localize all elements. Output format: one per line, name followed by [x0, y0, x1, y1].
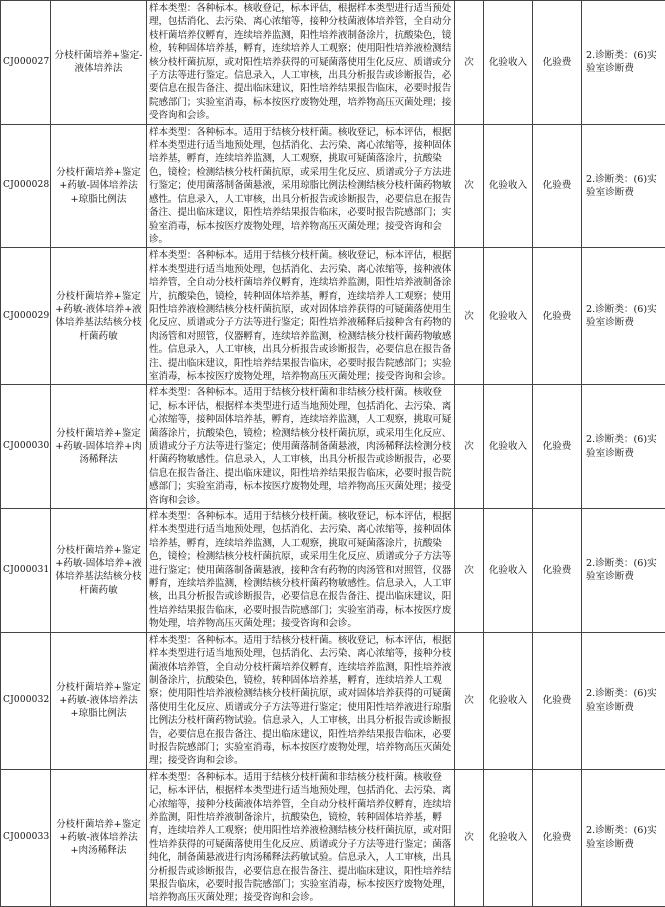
- income-category: 化验收入: [484, 769, 533, 906]
- income-category: 化验收入: [484, 385, 533, 509]
- item-code: CJ000028: [1, 124, 51, 248]
- item-code: CJ000032: [1, 632, 51, 769]
- fee-item: 化验费: [533, 248, 582, 385]
- item-description: 样本类型：各种标本。适用于结核分枝杆菌。核收登记，标本评估，根据样本类型进行适当地预处理，包括消化、去污染、离心浓缩等，接种固体培养基，孵育，连续培养监测，人工观察，挑取可疑菌落涂片，抗酸染色，镜检；检测结核分枝杆菌抗原，或采用生化反应、质谱或分子方法进行鉴定；使用菌落制备菌悬液，采用琼脂比例法检测结核分枝杆菌药物敏感性。信息录入，人工审核，出具分析报告或诊断报告，必要信息在报告备注、提出临床建议，阳性培养结果报告临床，必要时报告院感部门；实验室消毒，标本按医疗废物处理，培养物高压灭菌处理；接受咨询和会诊。: [147, 124, 455, 248]
- table-row: [1, 632, 665, 769]
- item-description: 样本类型：各种标本。适用于结核分枝杆菌。核收登记，标本评估，根据样本类型进行适当地预处理，包括消化、去污染、离心浓缩等，接种分枝菌液体培养管，全自动分枝杆菌培养仪孵育，连续培养监测，阳性培养液制备涂片，抗酸染色，镜检，转种固体培养基，孵育，连续培养人工观察；使用阳性培养液检测结核分枝杆菌抗原，或对固体培养获得的可疑菌落使用生化反应、质谱或分子方法等进行鉴定；使用阳性培养液进行琼脂比例法分枝杆菌药物试验。信息录入，人工审核，出具分析报告或诊断报告，必要信息在报告备注、提出临床建议，阳性培养结果报告临床，必要时报告院感部门；实验室消毒，标本按医疗废物处理，培养物高压灭菌处理；接受咨询和会诊。: [147, 632, 455, 769]
- fee-item: 化验费: [533, 124, 582, 248]
- income-category: 化验收入: [484, 124, 533, 248]
- table-row: [1, 124, 665, 248]
- fee-classification: 2.诊断类：(6)实验室诊断费: [582, 385, 665, 509]
- table-row: [1, 385, 665, 509]
- item-code: CJ000033: [1, 769, 51, 906]
- income-category: 化验收入: [484, 509, 533, 633]
- item-unit: 次: [455, 769, 484, 906]
- item-name: 分枝杆菌培养+鉴定+药敏-液体培养法+琼脂比例法: [51, 632, 147, 769]
- item-unit: 次: [455, 385, 484, 509]
- item-unit: 次: [455, 632, 484, 769]
- income-category: 化验收入: [484, 632, 533, 769]
- item-unit: 次: [455, 124, 484, 248]
- fee-classification: 2.诊断类：(6)实验室诊断费: [582, 248, 665, 385]
- item-name: 分枝杆菌培养+鉴定+药敏-固体培养法+琼脂比例法: [51, 124, 147, 248]
- item-unit: 次: [455, 1, 484, 125]
- income-category: 化验收入: [484, 1, 533, 125]
- fee-classification: 2.诊断类：(6)实验室诊断费: [582, 769, 665, 906]
- fee-classification: 2.诊断类：(6)实验室诊断费: [582, 509, 665, 633]
- item-description: 样本类型：各种标本。适用于结核分枝杆菌。核收登记，标本评估，根据样本类型进行适当地预处理，包括消化、去污染、离心浓缩等，接种液体培养管，全自动分枝杆菌培养仪孵育，连续培养监测，阳性培养液制备涂片，抗酸染色，镜检，转种固体培养基，孵育，连续培养人工观察；使用阳性培养液检测结核分枝杆菌抗原，或对固体培养获得的可疑菌落使用生化反应、质谱或分子方法等进行鉴定；阳性培养液稀释后接种含有药物的肉汤管和对照管，仪器孵育，连续培养监测，检测结核分枝杆菌药物敏感性。信息录入，人工审核，出具分析报告或诊断报告，必要信息在报告备注、提出临床建议，阳性培养结果报告临床，必要时报告院感部门；实验室消毒，标本按医疗废物处理，培养物高压灭菌处理；接受咨询和会诊。: [147, 248, 455, 385]
- income-category: 化验收入: [484, 248, 533, 385]
- item-code: CJ000030: [1, 385, 51, 509]
- fee-classification: 2.诊断类：(6)实验室诊断费: [582, 124, 665, 248]
- item-unit: 次: [455, 248, 484, 385]
- fee-item: 化验费: [533, 509, 582, 633]
- item-description: 样本类型：各种标本。适用于结核分枝杆菌和非结核分枝杆菌。核收登记，标本评估，根据样本类型进行适当地预处理，包括消化、去污染、离心浓缩等，接种固体培养基，孵育，连续培养监测，人工观察，挑取可疑菌落涂片，抗酸染色，镜检；检测结核分枝杆菌抗原，或采用生化反应、质谱或分子方法等进行鉴定；使用菌落制备菌悬液，肉汤稀释法检测分枝杆菌药物敏感性。信息录入，人工审核，出具分析报告或诊断报告，必要信息在报告备注、提出临床建议，阳性培养结果报告临床，必要时报告院感部门；实验室消毒，标本按医疗废物处理，培养物高压灭菌处理；接受咨询和会诊。: [147, 385, 455, 509]
- item-code: CJ000031: [1, 509, 51, 633]
- fee-item: 化验费: [533, 632, 582, 769]
- fee-classification: 2.诊断类：(6)实验室诊断费: [582, 1, 665, 125]
- fee-item: 化验费: [533, 385, 582, 509]
- item-name: 分枝杆菌培养+鉴定+药敏-固体培养+肉汤稀释法: [51, 385, 147, 509]
- item-code: CJ000027: [1, 1, 51, 125]
- fee-item: 化验费: [533, 1, 582, 125]
- item-unit: 次: [455, 509, 484, 633]
- fee-item: 化验费: [533, 769, 582, 906]
- table-row: [1, 248, 665, 385]
- item-name: 分枝杆菌培养+鉴定+药敏-固体培养+液体培养基法结核分枝杆菌药敏: [51, 509, 147, 633]
- item-description: 样本类型：各种标本。适用于结核分枝杆菌和非结核分枝杆菌。核收登记，标本评估，根据样本类型进行适当地预处理，包括消化、去污染、离心浓缩等，接种分枝菌液体培养管，全自动分枝杆菌培养仪孵育，连续培养监测，阳性培养液制备涂片，抗酸染色，镜检，转种固体培养基，孵育，连续培养人工观察；使用阳性培养液检测结核分枝杆菌抗原，或对阳性培养获得的可疑菌落使用生化反应、质谱或分子方法等进行鉴定；菌落纯化，制备菌悬液进行肉汤稀释法药敏试验。信息录入，人工审核，出具分析报告或诊断报告，必要信息在报告备注、提出临床建议，阳性培养结果报告临床，必要时报告院感部门；实验室消毒，标本按医疗废物处理，培养物高压灭菌处理；接受咨询和会诊。: [147, 769, 455, 906]
- item-code: CJ000029: [1, 248, 51, 385]
- table-row: [1, 1, 665, 125]
- table-row: [1, 769, 665, 906]
- item-name: 分枝杆菌培养+鉴定-液体培养法: [51, 1, 147, 125]
- fee-classification: 2.诊断类：(6)实验室诊断费: [582, 632, 665, 769]
- item-description: 样本类型：各种标本。核收登记，标本评估，根据样本类型进行适当预处理，包括消化、去污染、离心浓缩等，接种分枝菌液体培养管，全自动分枝杆菌培养仪孵育，连续培养监测，阳性培养液制备涂片，抗酸染色，镜检，转种固体培养基，孵育，连续培养人工观察；使用阳性培养液检测结核分枝杆菌抗原，或对阳性培养获得的可疑菌落使用生化反应、质谱或分子方法等进行鉴定。信息录入，人工审核，出具分析报告或诊断报告，必要信息在报告备注、提出临床建议，阳性培养结果报告临床，必要时报告院感部门；实验室消毒，标本按医疗废物处理，培养物高压灭菌处理；接受咨询和会诊。: [147, 1, 455, 125]
- item-name: 分枝杆菌培养+鉴定+药敏-液体培养+液体培养基法结核分枝杆菌药敏: [51, 248, 147, 385]
- item-description: 样本类型：各种标本。适用于结核分枝杆菌。核收登记，标本评估，根据样本类型进行适当地预处理，包括消化、去污染、离心浓缩等，接种固体培养基，孵育，连续培养监测，人工观察，挑取可疑菌落涂片，抗酸染色，镜检；检测结核分枝杆菌抗原，或采用生化反应、质谱或分子方法等进行鉴定；使用菌落制备菌悬液，接种含有药物的肉汤管和对照管，仪器孵育，连续培养监测，检测结核分枝杆菌药物敏感性。信息录入，人工审核，出具分析报告或诊断报告，必要信息在报告备注、提出临床建议，阳性培养结果报告临床，必要时报告院感部门；实验室消毒，标本按医疗废物处理，培养物高压灭菌处理；接受咨询和会诊。: [147, 509, 455, 633]
- item-name: 分枝杆菌培养+鉴定+药敏-液体培养法+肉汤稀释法: [51, 769, 147, 906]
- table-row: [1, 509, 665, 633]
